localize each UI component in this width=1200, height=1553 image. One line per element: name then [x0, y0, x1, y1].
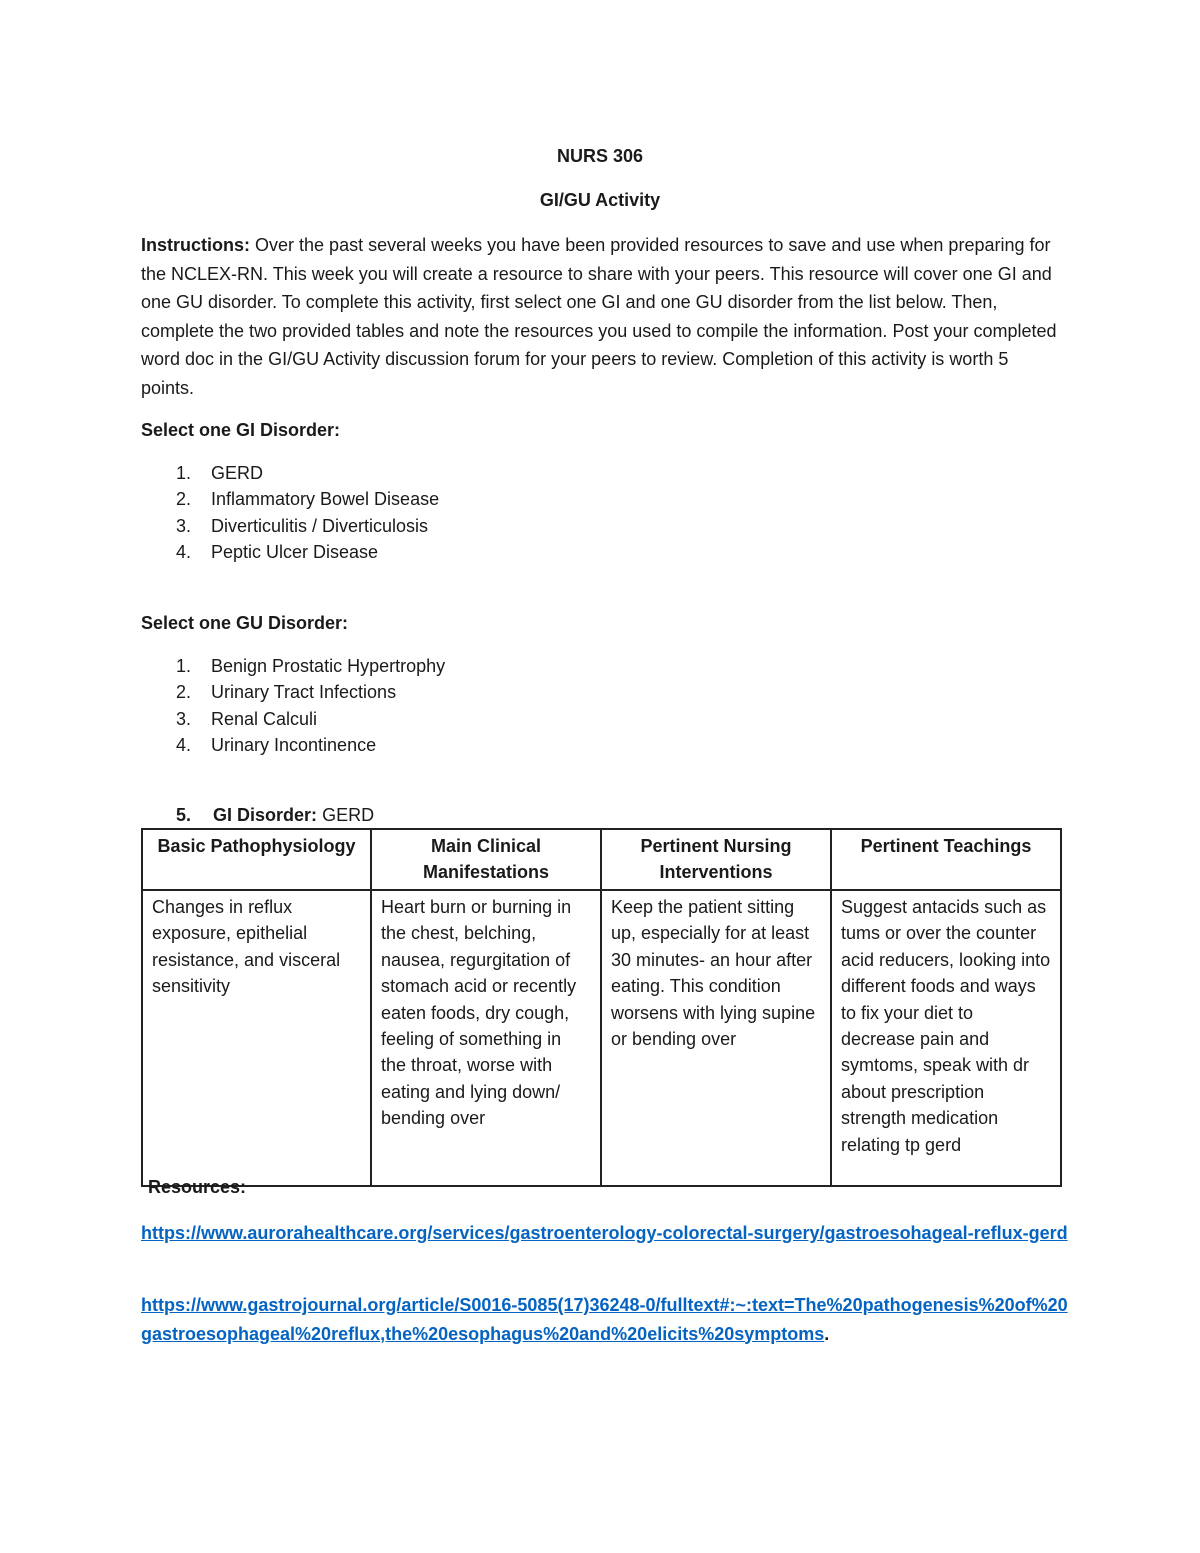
list-item-label: GERD — [211, 463, 264, 483]
instructions-text: Over the past several weeks you have been provided resources to save and use when preparing for the NCLEX-RN. This week you will create a resource to share with your peers. This resource will cover one GI and one GU disorder. To complete this activity, first select one GI and one GU disorder from the list below. Then, complete the two provided tables and note the resources you used to compile the information. Post your completed word doc in the GI/GU Activity discussion forum for your peers to review. Completion of this activity is worth 5 points. — [141, 235, 1057, 398]
table-header-row — [142, 829, 1061, 890]
resource-link-2[interactable]: https://www.gastrojournal.org/article/S0016-5085(17)36248-0/fulltext#:~:text=The%20pathogenesis%20of%20gastroesophageal%20reflux,the%20esophagus%20and%20elicits%20symptoms — [141, 1295, 1068, 1344]
cell-manifestations: Heart burn or burning in the chest, belching, nausea, regurgitation of stomach acid or recently eaten foods, dry cough, feeling of something in the throat, worse with eating and lying down/ bending over — [371, 890, 601, 1186]
resource-link-block-1 — [141, 1219, 1071, 1248]
course-title: NURS 306 — [556, 146, 644, 166]
instructions-label: Instructions: — [141, 235, 251, 255]
list-number: 3. — [176, 515, 192, 536]
cell-pathophysiology: Changes in reflux exposure, epithelial resistance, and visceral sensitivity — [142, 890, 371, 1186]
gerd-table — [141, 828, 1062, 1187]
list-item — [141, 732, 445, 758]
instructions-paragraph — [141, 231, 1061, 403]
cell-interventions: Keep the patient sitting up, especially for at least 30 minutes- an hour after eating. This condition worsens with lying supine or bending over — [601, 890, 831, 1186]
header-interventions: Pertinent Nursing Interventions — [601, 829, 831, 890]
gu-disorder-list — [141, 653, 445, 758]
list-item — [141, 513, 439, 539]
list-item — [141, 679, 445, 705]
resource-link-1[interactable]: https://www.aurorahealthcare.org/services/gastroenterology-colorectal-surgery/gastroesohageal-reflux-gerd — [141, 1223, 1068, 1243]
gu-list-heading: Select one GU Disorder: — [141, 613, 349, 633]
list-number: 4. — [176, 734, 192, 755]
cell-teachings: Suggest antacids such as tums or over the counter acid reducers, looking into different foods and ways to fix your diet to decrease pain and symtoms, speak with dr about prescription strength medication relating tp gerd — [831, 890, 1061, 1186]
link-trailing-period: . — [824, 1323, 830, 1344]
list-item — [141, 486, 439, 512]
header-pathophysiology: Basic Pathophysiology — [142, 829, 371, 890]
list-item-label: Urinary Tract Infections — [211, 682, 397, 703]
header-teachings: Pertinent Teachings — [831, 829, 1061, 890]
resources-label: Resources: — [148, 1177, 247, 1197]
gi-list-heading: Select one GI Disorder: — [141, 420, 341, 440]
list-item-label: Urinary Incontinence — [211, 734, 377, 755]
gi-disorder-selection — [176, 805, 374, 826]
list-number: 2. — [176, 489, 192, 510]
selection-number: 5. — [176, 805, 192, 825]
list-number: 4. — [176, 541, 192, 562]
list-item — [141, 460, 439, 486]
list-item-label: Benign Prostatic Hypertrophy — [211, 656, 446, 676]
list-number: 1. — [176, 656, 192, 676]
list-item — [141, 706, 445, 732]
list-item — [141, 539, 439, 565]
list-number: 2. — [176, 682, 192, 703]
list-item-label: Renal Calculi — [211, 708, 318, 729]
list-item — [141, 653, 445, 679]
selection-label: GI Disorder: — [213, 805, 318, 825]
list-item-label: Diverticulitis / Diverticulosis — [211, 515, 429, 536]
list-item-label: Inflammatory Bowel Disease — [211, 489, 440, 510]
resource-link-block-2 — [141, 1291, 1071, 1348]
list-item-label: Peptic Ulcer Disease — [211, 541, 379, 562]
header-manifestations: Main Clinical Manifestations — [371, 829, 601, 890]
selection-value: GERD — [322, 805, 375, 825]
list-number: 1. — [176, 463, 192, 483]
table-row — [142, 890, 1061, 1186]
activity-title: GI/GU Activity — [539, 190, 661, 210]
list-number: 3. — [176, 708, 192, 729]
gi-disorder-list — [141, 460, 439, 565]
